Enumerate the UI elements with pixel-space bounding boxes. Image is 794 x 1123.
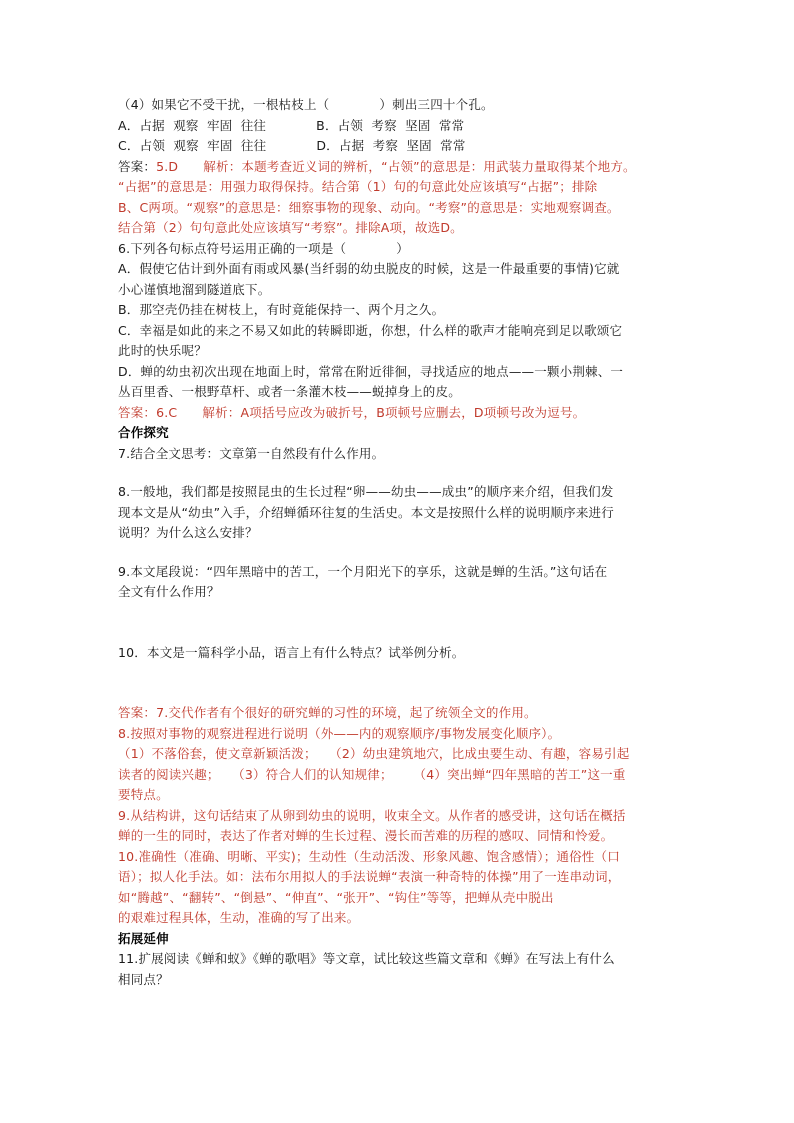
q7: 7.结合全文思考：文章第一自然段有什么作用。 — [118, 445, 385, 461]
q6-option-c-line2: 此时的快乐呢？ — [118, 343, 207, 358]
q6-option-d-line2: 丛百里香、一根野草杆、或者一条灌木枝——蜕掉身上的皮。 — [118, 384, 461, 399]
answer8-line2: （1）不落俗套，使文章新颖活泼； （2）幼虫建筑地穴，比成虫要生动、有趣，容易引起 — [118, 746, 630, 761]
q11-line1: 11.扩展阅读《蝉和蚁》《蝉的歌唱》等文章，试比较这些篇文章和《蝉》在写法上有什么 — [118, 951, 615, 966]
q8-line1: 8.一般地，我们都是按照昆虫的生长过程“卵——幼虫——成虫”的顺序来介绍，但我们发 — [118, 484, 614, 499]
q9-line1: 9.本文尾段说：“四年黑暗中的苦工，一个月阳光下的享乐，这就是蝉的生活。”这句话在 — [118, 563, 608, 579]
answer7: 答案：7.交代作者有个很好的研究蝉的习性的环境，起了统领全文的作用。 — [118, 705, 537, 720]
q11-line2: 相同点？ — [118, 971, 169, 987]
section-heading-hezuo: 合作探究 — [118, 425, 169, 440]
answer8-line1: 8.按照对事物的观察进程进行说明（外——内的观察顺序/事物发展变化顺序）。 — [118, 725, 561, 741]
q6-stem: 6.下列各句标点符号运用正确的一项是（ ） — [118, 240, 410, 256]
q6-option-d-line1: D．蝉的幼虫初次出现在地面上时，常常在附近徘徊，寻找适应的地点——一颗小荆棘、一 — [118, 363, 624, 379]
q6-option-b: B．那空壳仍挂在树枝上，有时竟能保持一、两个月之久。 — [118, 302, 445, 317]
answer10-line3: 如“腾越”、“翻转”、“倒悬”、“伸直”、“张开”、“钩住”等等，把蝉从壳中脱出 — [118, 889, 554, 905]
answer9-line2: 蝉的一生的同时，表达了作者对蝉的生长过程、漫长而苦难的历程的感叹、同情和怜爱。 — [118, 828, 614, 843]
q4-stem: （4）如果它不受干扰，一根枯枝上（ ）刺出三四十个孔。 — [118, 97, 494, 112]
q6-answer: 答案：6.C 解析：A项括号应改为破折号，B项顿号应删去，D项顿号改为逗号。 — [118, 404, 586, 420]
q4-answer-line2: “占据”的意思是：用强力取得保持。结合第（1）句的句意此处应该填写“占据”；排除 — [118, 179, 598, 194]
answer-prefix: 答案： — [118, 158, 157, 174]
q6-option-a-line1: A．假使它估计到外面有雨或风暴(当纤弱的幼虫脱皮的时候，这是一件最重要的事情)它就 — [118, 261, 620, 276]
q4-answer-line4: 结合第（2）句句意此处应该填写“考察”。排除A项，故选D。 — [118, 220, 463, 235]
answer-text: 5.D 解析：本题考查近义词的辨析，“占领”的意思是：用武装力量取得某个地方。 — [156, 158, 636, 174]
q8-line3: 说明？为什么这么安排？ — [118, 525, 258, 540]
q6-option-a-line2: 小心谨慎地溜到隧道底下。 — [118, 281, 271, 297]
answer10-line4: 的艰难过程具体，生动，准确的写了出来。 — [118, 910, 360, 925]
q6-option-c-line1: C．幸福是如此的来之不易又如此的转瞬即逝，你想，什么样的歌声才能响亮到足以歌颂它 — [118, 322, 623, 338]
section-heading-tuozhan: 拓展延伸 — [118, 930, 169, 946]
q4-options-ab: A．占据 观察 牢固 往往 B．占领 考察 坚固 常常 — [118, 117, 465, 133]
q9-line2: 全文有什么作用？ — [118, 584, 220, 599]
answer10-line2: 语）；拟人化手法。如：法布尔用拟人的手法说蝉“表演一种奇特的体操”用了一连串动词， — [118, 869, 621, 884]
q4-answer-line3: B、C两项。“观察”的意思是：细察事物的现象、动向。“考察”的意思是：实地观察调查。 — [118, 199, 620, 215]
q4-options-cd: C．占领 观察 牢固 往往 D．占据 考察 坚固 常常 — [118, 138, 466, 153]
q10: 10．本文是一篇科学小品，语言上有什么特点？试举例分析。 — [118, 644, 465, 660]
q4-answer-line1 — [118, 157, 678, 178]
answer10-line1: 10.准确性（准确、明晰、平实)；生动性（生动活泼、形象风趣、饱含感情）；通俗性（口 — [118, 848, 620, 864]
answer8-line4: 要特点。 — [118, 787, 169, 802]
answer8-line3: 读者的阅读兴趣； （3）符合人们的认知规律； （4）突出蝉“四年黑暗的苦工”这一重 — [118, 766, 626, 782]
q8-line2: 现本文是从“幼虫”入手，介绍蝉循环往复的生活史。本文是按照什么样的说明顺序来进行 — [118, 504, 614, 520]
answer9-line1: 9.从结构讲，这句话结束了从卵到幼虫的说明，收束全文。从作者的感受讲，这句话在概括 — [118, 807, 626, 823]
document-page — [118, 95, 678, 990]
